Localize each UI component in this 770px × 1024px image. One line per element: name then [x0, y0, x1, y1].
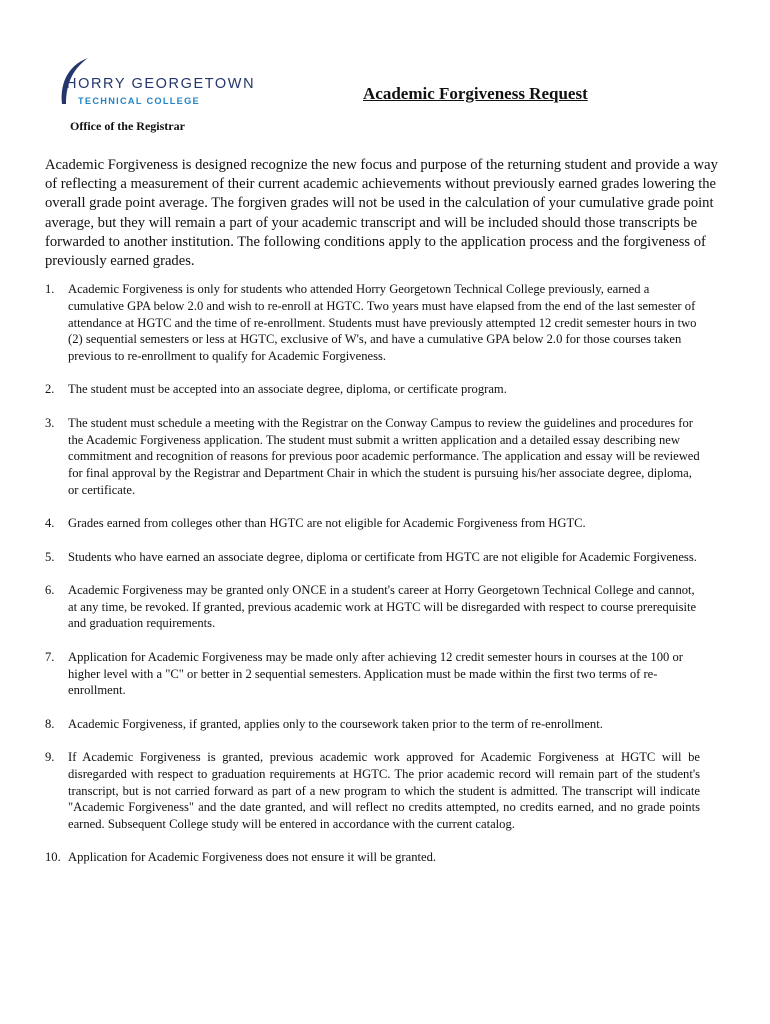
list-item-number: 10.	[45, 850, 61, 865]
list-item-number: 1.	[45, 282, 55, 296]
page-title: Academic Forgiveness Request	[363, 84, 588, 103]
list-item-text: Academic Forgiveness may be granted only ONCE in a student's career at Horry Georgetown Technical College and cannot, at any time, be revoked. If granted, previous academic work at HGTC will be disregarded with respect to course prerequisite and graduation requirements.	[68, 582, 697, 631]
list-item	[45, 281, 700, 365]
list-item-text: The student must be accepted into an associate degree, diploma, or certificate program.	[68, 382, 507, 397]
list-item-text: Application for Academic Forgiveness does not ensure it will be granted.	[68, 850, 437, 865]
logo-college-name: HORRY GEORGETOWN	[66, 76, 256, 92]
logo-college-type: TECHNICAL COLLEGE	[78, 96, 200, 106]
list-item	[45, 849, 700, 866]
list-item-text: If Academic Forgiveness is granted, previous academic work approved for Academic Forgiveness at HGTC will be disregarded with respect to graduation requirements at HGTC. The prior academic record will remain part of the student's transcript, but is not carried forward as part of a new program to which the student is admitted. The transcript will indicate "Academic Forgiveness" and the date granted, and will reflect no credits attempted, no credits earned, and no grade points earned. Subsequent College study will be entered in accordance with the current catalog.	[68, 749, 700, 832]
list-item	[45, 749, 700, 833]
list-item-text: Students who have earned an associate degree, diploma or certificate from HGTC are not eligible for Academic Forgiveness.	[68, 549, 697, 564]
list-item	[45, 649, 700, 699]
list-item	[45, 381, 700, 398]
list-item-number: 8.	[45, 716, 55, 731]
intro-paragraph: Academic Forgiveness is designed recognize the new focus and purpose of the returning student and provide a way of reflecting a measurement of their current academic achievements without previously earned grades lowering the overall grade point average. The forgiven grades will not be used in the calculation of your cumulative grade point average, but they will remain a part of your academic transcript and will be included should those transcripts be forwarded to another institution. The following conditions apply to the application process and the forgiveness of previously earned grades.	[45, 157, 718, 270]
list-item-number: 2.	[45, 382, 55, 397]
list-item	[45, 515, 700, 532]
conditions-list	[45, 281, 700, 883]
list-item-text: The student must schedule a meeting with the Registrar on the Conway Campus to review the guidelines and procedures for the Academic Forgiveness application. The student must submit a written application and a detailed essay describing new commitment and recognition of reasons for previous poor academic performance. The application and essay will be reviewed for final approval by the Registrar and Department Chair in which the student is pursuing his/her associate degree, diploma, or certificate.	[68, 415, 700, 497]
list-item-number: 4.	[45, 516, 55, 531]
list-item	[45, 582, 700, 632]
office-label: Office of the Registrar	[70, 119, 185, 133]
list-item-text: Academic Forgiveness, if granted, applies only to the coursework taken prior to the term of re-enrollment.	[68, 716, 603, 731]
list-item-text: Academic Forgiveness is only for students who attended Horry Georgetown Technical College previously, earned a cumulative GPA below 2.0 and wish to re-enroll at HGTC. Two years must have elapsed from the end of the last semester of attendance at HGTC and the time of re-enrollment. Students must have previously attempted 12 credit semester hours in two (2) sequential semesters or less at HGTC, exclusive of W's, and have a cumulative GPA below 2.0 for those courses taken previous to re-enrollment to qualify for Academic Forgiveness.	[68, 282, 697, 364]
list-item	[45, 415, 700, 499]
list-item-text: Grades earned from colleges other than HGTC are not eligible for Academic Forgiveness from HGTC.	[68, 516, 586, 531]
list-item-number: 9.	[45, 749, 55, 764]
list-item-number: 7.	[45, 649, 55, 664]
list-item	[45, 716, 700, 733]
list-item-number: 6.	[45, 582, 55, 597]
list-item-text: Application for Academic Forgiveness may be made only after achieving 12 credit semester hours in courses at the 100 or higher level with a "C" or better in 2 sequential semesters. Application must be made within the first two terms of re-enrollment.	[68, 649, 683, 698]
list-item-number: 3.	[45, 415, 55, 430]
college-logo	[52, 56, 256, 112]
list-item	[45, 549, 700, 566]
list-item-number: 5.	[45, 549, 55, 564]
